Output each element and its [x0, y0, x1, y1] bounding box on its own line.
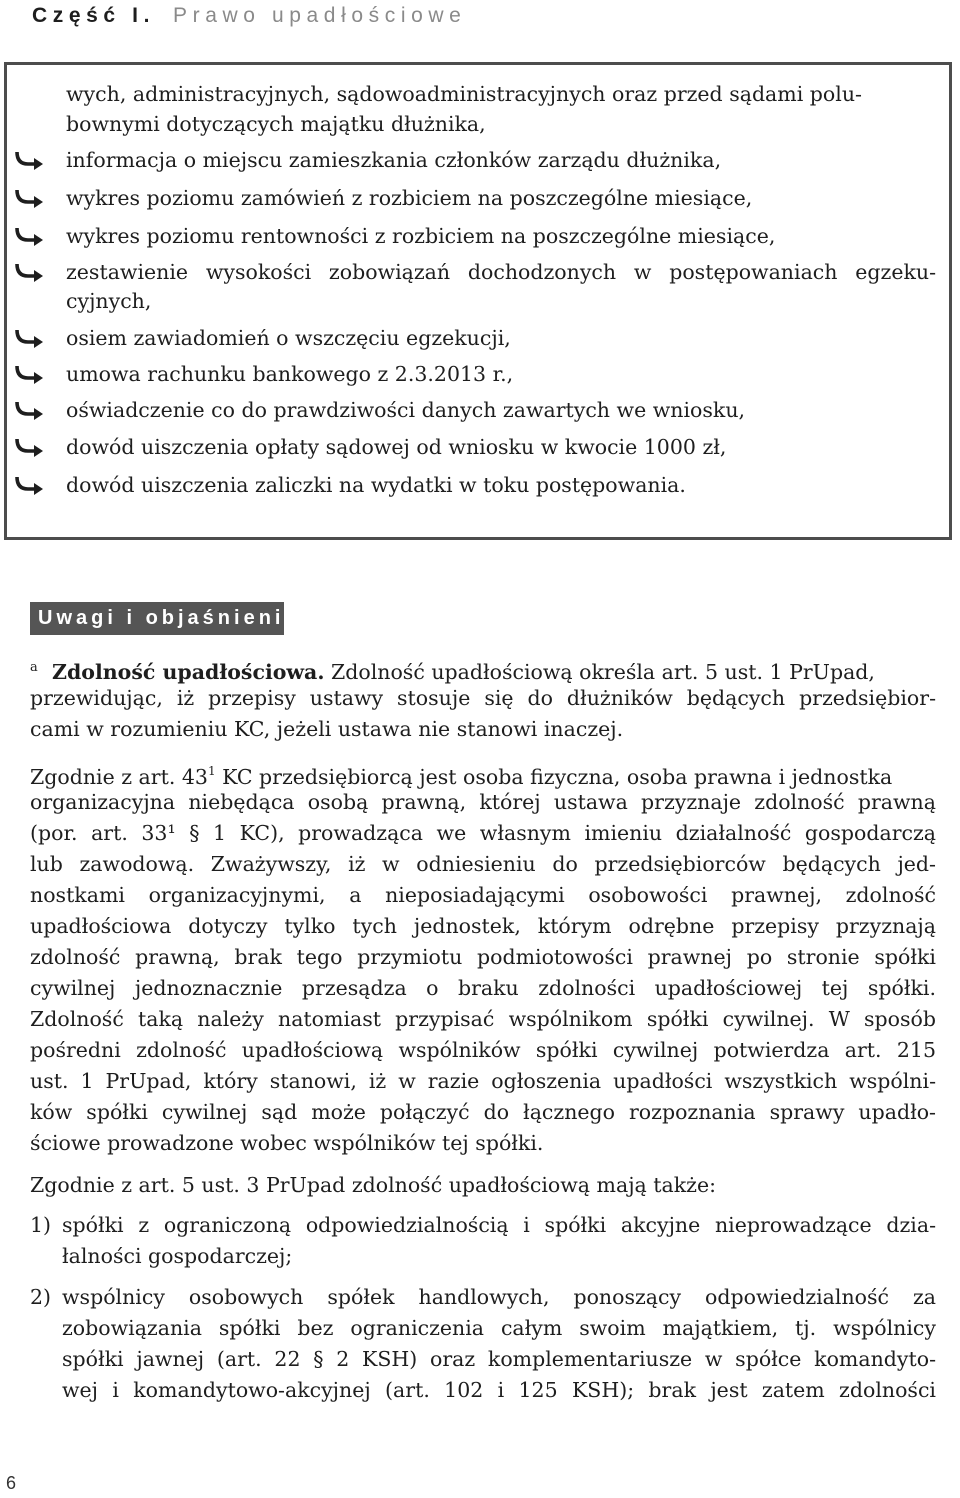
numbered-item: 2) wspólnicy osobowych spółek handlowych, ponoszący odpowiedzialność za	[30, 1282, 936, 1313]
box-continuation-line: wych, administracyjnych, sądowoadministracyjnych oraz przed sądami polu-	[66, 82, 862, 106]
arrow-bullet-icon	[14, 146, 46, 175]
numbered-item: 1) spółki z ograniczoną odpowiedzialnością i spółki akcyjne nieprowadzące dzia-	[30, 1210, 936, 1241]
arrow-bullet-icon	[14, 324, 46, 353]
list-item	[66, 222, 936, 251]
item-number: 2)	[30, 1285, 52, 1309]
list-item	[66, 258, 936, 287]
list-item	[66, 471, 936, 500]
arrow-bullet-icon	[14, 433, 46, 462]
arrow-bullet-icon	[14, 471, 46, 500]
list-item-text: dowód uiszczenia opłaty sądowej od wniosku w kwocie 1000 zł,	[66, 435, 727, 459]
chapter-title: Prawo upadłościowe	[173, 4, 467, 27]
paragraph-line: nostkami organizacyjnymi, a nieposiadającymi osobowości prawnej, zdolność	[30, 883, 936, 907]
paragraph-line: Zgodnie z art. 5 ust. 3 PrUpad zdolność upadłościową mają także:	[30, 1173, 717, 1197]
paragraph-line: organizacyjna niebędąca osobą prawną, której ustawa przyznaje zdolność prawną	[30, 790, 936, 814]
numbered-item-continuation: zobowiązania spółki bez ograniczenia całym swoim majątkiem, tj. wspólnicy	[62, 1316, 936, 1340]
list-item	[66, 184, 936, 213]
section-heading: Uwagi i objaśnienia	[30, 602, 284, 635]
paragraph-line: lub zawodową. Zważywszy, iż w odniesieniu do przedsiębiorców będących jed-	[30, 852, 936, 876]
list-item	[66, 146, 936, 175]
arrow-bullet-icon	[14, 222, 46, 251]
numbered-item-continuation: spółki jawnej (art. 22 § 2 KSH) oraz komplementariusze w spółce komandyto-	[62, 1347, 936, 1371]
arrow-bullet-icon	[14, 360, 46, 389]
numbered-item-continuation: łalności gospodarczej;	[62, 1244, 293, 1268]
list-item-text: zestawienie wysokości zobowiązań dochodzonych w postępowaniach egzeku-	[66, 260, 936, 284]
arrow-bullet-icon	[14, 184, 46, 213]
footnote-marker: a	[30, 660, 38, 675]
item-number: 1)	[30, 1213, 52, 1237]
arrow-bullet-icon	[14, 396, 46, 425]
paragraph-line: a Zdolność upadłościowa. Zdolność upadłościową określa art. 5 ust. 1 PrUpad,	[30, 652, 936, 688]
running-header	[32, 4, 466, 28]
paragraph-line: upadłościowa dotyczy tylko tych jednostek, którym odrębne przepisy przyznają	[30, 914, 936, 938]
list-item-text: umowa rachunku bankowego z 2.3.2013 r.,	[66, 362, 514, 386]
paragraph-line: zdolność prawną, brak tego przymiotu podmiotowości prawnej po stronie spółki	[30, 945, 936, 969]
list-item-text: dowód uiszczenia zaliczki na wydatki w toku postępowania.	[66, 473, 686, 497]
paragraph-line: ust. 1 PrUpad, który stanowi, iż w razie ogłoszenia upadłości wszystkich wspólni-	[30, 1069, 936, 1093]
list-item-text: osiem zawiadomień o wszczęciu egzekucji,	[66, 326, 511, 350]
list-item	[66, 396, 936, 425]
paragraph-line: cami w rozumieniu KC, jeżeli ustawa nie stanowi inaczej.	[30, 717, 624, 741]
list-item-continuation: cyjnych,	[66, 289, 152, 313]
term-heading: Zdolność upadłościowa.	[52, 660, 325, 684]
box-continuation-line: bownymi dotyczących majątku dłużnika,	[66, 112, 486, 136]
list-item-text: wykres poziomu rentowności z rozbiciem na poszczególne miesiące,	[66, 224, 776, 248]
paragraph-line: (por. art. 33¹ § 1 KC), prowadząca we własnym imieniu działalność gospodarczą	[30, 821, 936, 845]
paragraph-line: przewidując, iż przepisy ustawy stosuje się do dłużników będących przedsiębior-	[30, 686, 936, 710]
paragraph-line: Zdolność taką należy natomiast przypisać wspólnikom spółki cywilnej. W sposób	[30, 1007, 936, 1031]
paragraph-line: ków spółki cywilnej sąd może połączyć do łącznego rozpoznania sprawy upadło-	[30, 1100, 936, 1124]
list-item-text: wykres poziomu zamówień z rozbiciem na poszczególne miesiące,	[66, 186, 753, 210]
numbered-item-continuation: wej i komandytowo-akcyjnej (art. 102 i 125 KSH); brak jest zatem zdolności	[62, 1378, 936, 1402]
paragraph-line: pośredni zdolność upadłościową wspólników spółki cywilnej potwierdza art. 215	[30, 1038, 936, 1062]
list-item	[66, 324, 936, 353]
list-item	[66, 433, 936, 462]
page-number: 6	[6, 1473, 17, 1493]
list-item-text: informacja o miejscu zamieszkania członków zarządu dłużnika,	[66, 148, 722, 172]
paragraph-line: cywilnej jednoznacznie przesądza o braku zdolności upadłościowej tej spółki.	[30, 976, 936, 1000]
paragraph-line: Zgodnie z art. $43^1$ KC przedsiębiorcą jest osoba fizyczna, osoba prawna i jednostka	[30, 764, 893, 789]
list-item-text: oświadczenie co do prawdziwości danych zawartych we wniosku,	[66, 398, 746, 422]
part-label: Część I.	[32, 4, 156, 27]
list-item	[66, 360, 936, 389]
arrow-bullet-icon	[14, 258, 46, 287]
paragraph-line: ściowe prowadzone wobec wspólników tej spółki.	[30, 1131, 544, 1155]
